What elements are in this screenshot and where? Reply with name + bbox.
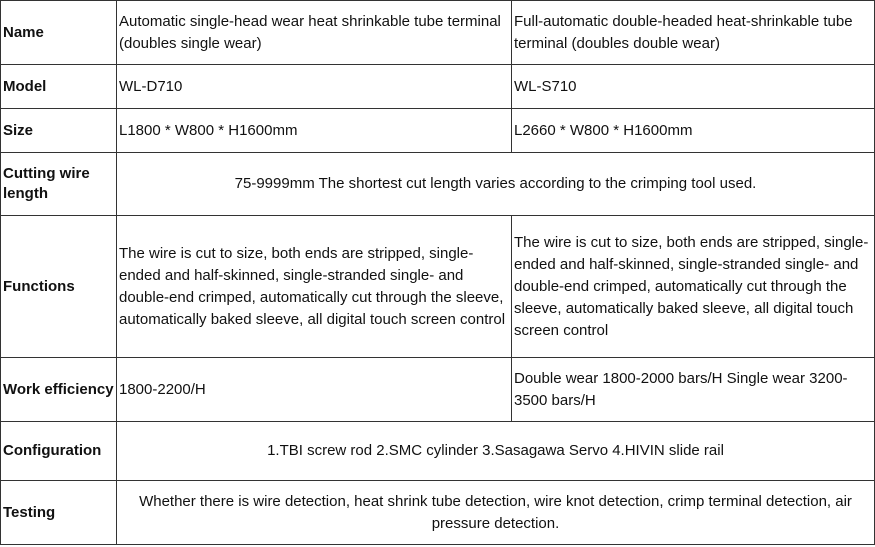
row-label-configuration: Configuration: [1, 422, 117, 481]
row-label-functions: Functions: [1, 216, 117, 358]
table-row-functions: [1, 216, 875, 358]
cell-functions-double: The wire is cut to size, both ends are stripped, single-ended and half-skinned, single-stranded single- and double-end crimped, automatically cut through the sleeve, automatically baked sleeve, all digital touch screen control: [512, 216, 875, 358]
cell-efficiency-single: 1800-2200/H: [117, 358, 512, 422]
row-label-model: Model: [1, 65, 117, 109]
row-label-testing: Testing: [1, 481, 117, 545]
cell-configuration: 1.TBI screw rod 2.SMC cylinder 3.Sasagawa Servo 4.HIVIN slide rail: [117, 422, 875, 481]
cell-model-single: WL-D710: [117, 65, 512, 109]
cell-name-double: Full-automatic double-headed heat-shrinkable tube terminal (doubles double wear): [512, 1, 875, 65]
row-label-cutting-length: Cutting wire length: [1, 153, 117, 216]
cell-functions-single: The wire is cut to size, both ends are stripped, single-ended and half-skinned, single-stranded single- and double-end crimped, automatically cut through the sleeve, automatically baked sleeve, all digital touch screen control: [117, 216, 512, 358]
cell-model-double: WL-S710: [512, 65, 875, 109]
table-row-testing: [1, 481, 875, 545]
row-label-efficiency: Work efficiency: [1, 358, 117, 422]
cell-size-double: L2660 * W800 * H1600mm: [512, 109, 875, 153]
cell-testing: Whether there is wire detection, heat shrink tube detection, wire knot detection, crimp terminal detection, air pressure detection.: [117, 481, 875, 545]
table-row-name: [1, 1, 875, 65]
table-row-efficiency: [1, 358, 875, 422]
cell-cutting-length: 75-9999mm The shortest cut length varies according to the crimping tool used.: [117, 153, 875, 216]
row-label-size: Size: [1, 109, 117, 153]
cell-name-single: Automatic single-head wear heat shrinkable tube terminal (doubles single wear): [117, 1, 512, 65]
row-label-name: Name: [1, 1, 117, 65]
table-row-configuration: [1, 422, 875, 481]
table-row-model: [1, 65, 875, 109]
table-row-size: [1, 109, 875, 153]
cell-efficiency-double: Double wear 1800-2000 bars/H Single wear 3200-3500 bars/H: [512, 358, 875, 422]
cell-size-single: L1800 * W800 * H1600mm: [117, 109, 512, 153]
table-row-cutting-length: [1, 153, 875, 216]
